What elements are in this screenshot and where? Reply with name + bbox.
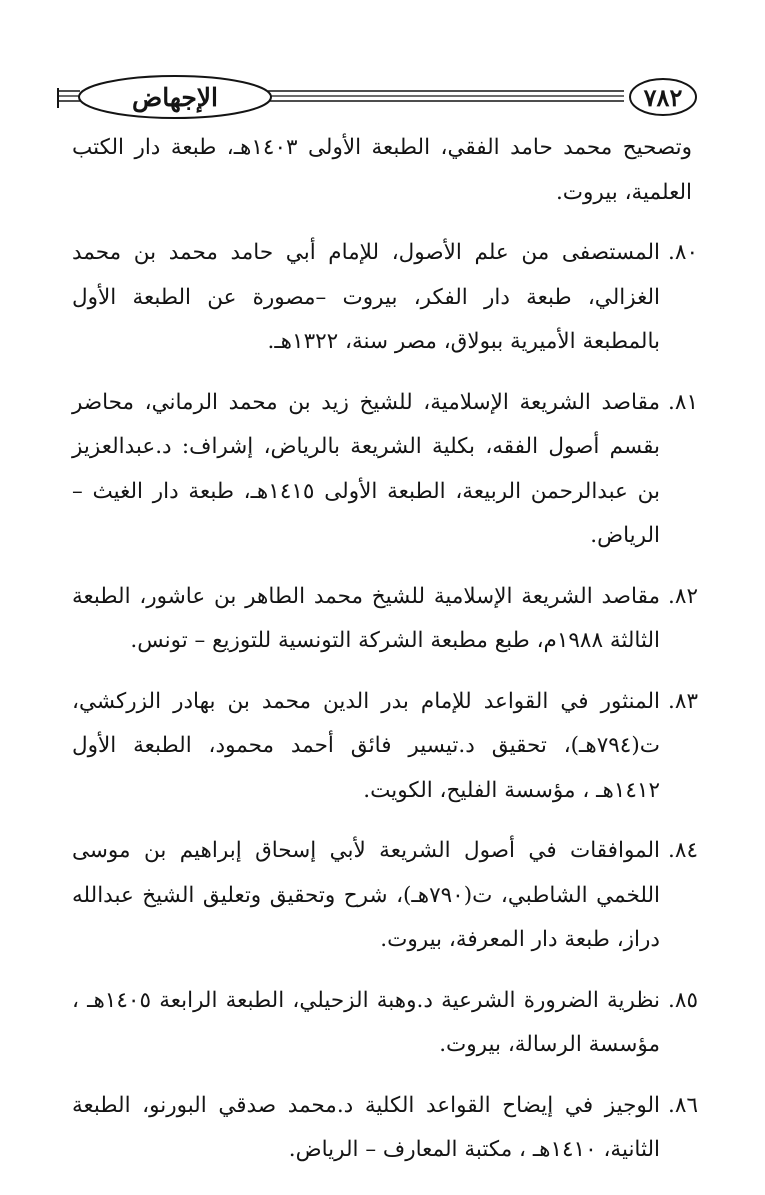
bibliography-entry-82 [72,575,698,664]
entry-text: وتصحيح محمد حامد الفقي، الطبعة الأولى ١٤٠٣هـ، طبعة دار الكتب العلمية، بيروت. [72,135,692,205]
entry-text: نظرية الضرورة الشرعية د.وهبة الزحيلي، الطبعة الرابعة ١٤٠٥هـ ، مؤسسة الرسالة، بيروت. [72,987,660,1057]
bibliography-entry-81 [72,381,698,559]
bibliography-entry-85 [72,979,698,1068]
entry-text: المستصفى من علم الأصول، للإمام أبي حامد محمد بن محمد الغزالي، طبعة دار الفكر، بيروت –مصورة عن الطبعة الأول بالمطبعة الأميرية ببولاق، مصر سنة، ١٣٢٢هـ. [72,240,660,354]
bibliography-entry-continuation [72,126,698,215]
bibliography-entry-80 [72,231,698,365]
bibliography-entry-84 [72,829,698,963]
entry-text: المنثور في القواعد للإمام بدر الدين محمد بن بهادر الزركشي، ت(٧٩٤هـ)، تحقيق د.تيسير فائق أحمد محمود، الطبعة الأول ١٤١٢هـ ، مؤسسة الفليح، الكويت. [72,688,660,803]
page-number: ٧٨٢ [643,83,683,112]
entry-number: ٨٤. [668,838,698,863]
bibliography-entry-86 [72,1084,698,1173]
entry-number: ٨٢. [668,583,698,609]
entry-number: ٨١. [668,389,698,415]
entry-number: ٨٣. [668,688,698,714]
entry-text: الوجيز في إيضاح القواعد الكلية د.محمد صدقي البورنو، الطبعة الثانية، ١٤١٠هـ ، مكتبة المعارف – الرياض. [72,1092,660,1162]
entry-number: ٨٦. [668,1092,698,1118]
entry-text: مقاصد الشريعة الإسلامية للشيخ محمد الطاهر بن عاشور، الطبعة الثالثة ١٩٨٨م، طبع مطبعة الشركة التونسية للتوزيع – تونس. [72,583,660,653]
entry-number: ٨٠. [668,240,698,265]
entry-number: ٨٥. [668,987,698,1013]
running-header [58,72,696,124]
entry-text: الموافقات في أصول الشريعة لأبي إسحاق إبراهيم بن موسى اللخمي الشاطبي، ت(٧٩٠هـ)، شرح وتحقيق وتعليق الشيخ عبدالله دراز، طبعة دار المعرفة، بيروت. [72,838,661,952]
bibliography-list [72,126,698,1173]
bibliography-entry-83 [72,680,698,814]
entry-text: مقاصد الشريعة الإسلامية، للشيخ زيد بن محمد الرماني، محاضر بقسم أصول الفقه، بكلية الشريعة بالرياض، إشراف: د.عبدالعزيز بن عبدالرحمن الربيعة، الطبعة الأولى ١٤١٥هـ، طبعة دار الغيث – الرياض. [72,389,660,548]
running-title: الإجهاض [131,83,219,112]
